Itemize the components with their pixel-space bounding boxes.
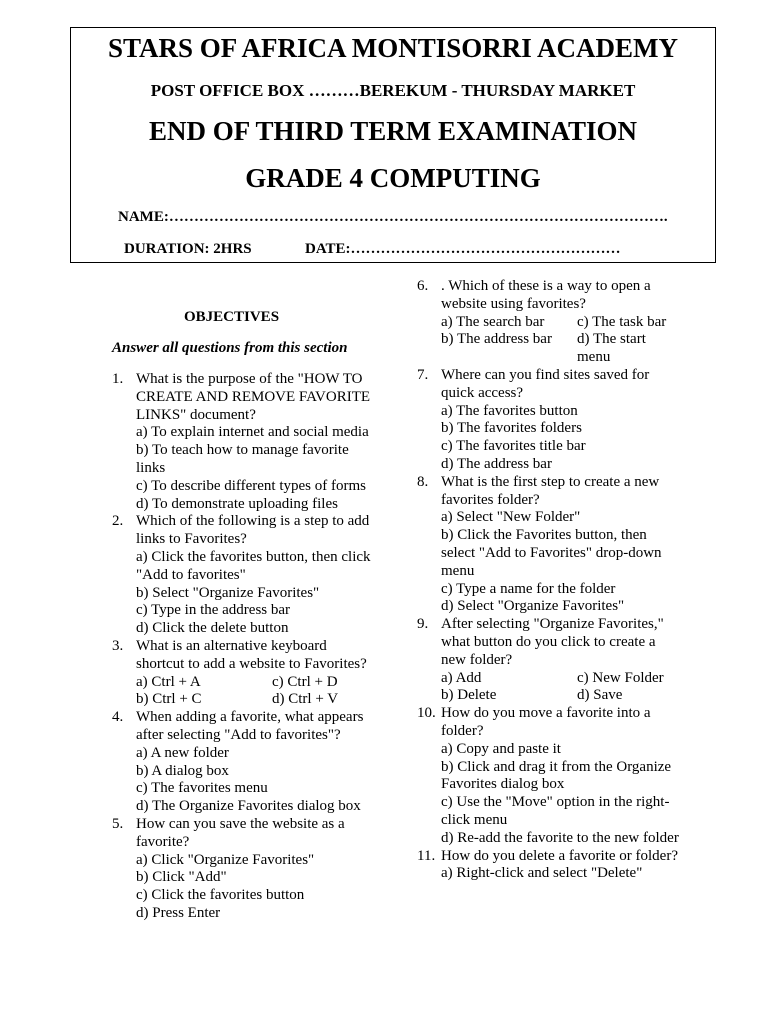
option: a) To explain internet and social media bbox=[136, 424, 369, 441]
option: c) Type a name for the folder bbox=[441, 580, 616, 597]
question-text: Where can you find sites saved for quick access? bbox=[441, 366, 650, 401]
question-number: 4. bbox=[112, 709, 124, 726]
option: b) Click the Favorites button, then select "Add to Favorites" drop-down menu bbox=[441, 527, 662, 579]
question-text: How can you save the website as a favorite? bbox=[136, 815, 345, 850]
option: a) Click "Organize Favorites" bbox=[136, 851, 315, 868]
question-column-right bbox=[417, 278, 679, 883]
option: a) The favorites button bbox=[441, 402, 578, 419]
option: a) The search bar bbox=[441, 313, 545, 330]
question-1 bbox=[112, 371, 377, 513]
option: c) Click the favorites button bbox=[136, 887, 305, 904]
option: d) The Organize Favorites dialog box bbox=[136, 798, 361, 815]
option: d) The start menu bbox=[577, 331, 646, 366]
question-text: . Which of these is a way to open a website using favorites? bbox=[441, 278, 651, 312]
question-number: 2. bbox=[112, 513, 124, 530]
question-number: 5. bbox=[112, 815, 124, 832]
question-text: After selecting "Organize Favorites," what button do you click to create a new folder? bbox=[441, 616, 664, 668]
question-number: 7. bbox=[417, 366, 429, 383]
name-field: NAME:………………………………………………………………………………………. bbox=[118, 209, 668, 225]
question-11 bbox=[417, 848, 679, 884]
question-4 bbox=[112, 709, 377, 816]
option: b) Click "Add" bbox=[136, 869, 227, 886]
option-grid bbox=[136, 674, 377, 710]
option: b) Delete bbox=[441, 687, 497, 704]
question-text: What is an alternative keyboard shortcut to add a website to Favorites? bbox=[136, 637, 367, 672]
option: c) Type in the address bar bbox=[136, 602, 291, 619]
option: c) The favorites menu bbox=[136, 780, 268, 797]
question-6 bbox=[417, 278, 679, 367]
question-text: What is the first step to create a new favorites folder? bbox=[441, 473, 660, 508]
question-number: 6. bbox=[417, 278, 429, 294]
post-office-address: POST OFFICE BOX ………BEREKUM - THURSDAY MARKET bbox=[150, 81, 636, 100]
section-instruction: Answer all questions from this section bbox=[112, 340, 348, 356]
question-2 bbox=[112, 513, 377, 638]
school-name: STARS OF AFRICA MONTISORRI ACADEMY bbox=[107, 33, 679, 63]
option: a) A new folder bbox=[136, 744, 229, 761]
option: d) Press Enter bbox=[136, 904, 221, 921]
question-text: Which of the following is a step to add links to Favorites? bbox=[136, 513, 370, 548]
duration-label: DURATION: 2HRS bbox=[124, 241, 252, 257]
option: c) The favorites title bar bbox=[441, 438, 586, 455]
option: b) To teach how to manage favorite links bbox=[136, 442, 349, 476]
option: c) Ctrl + D bbox=[272, 673, 338, 690]
question-8 bbox=[417, 474, 679, 616]
option: a) Select "New Folder" bbox=[441, 509, 581, 526]
option: b) A dialog box bbox=[136, 762, 229, 779]
option-grid bbox=[441, 314, 679, 367]
question-column-left bbox=[112, 371, 377, 923]
option: d) Re-add the favorite to the new folder bbox=[441, 829, 679, 846]
question-text: How do you move a favorite into a folder? bbox=[441, 705, 651, 739]
option: b) Select "Organize Favorites" bbox=[136, 584, 320, 601]
question-number: 11. bbox=[417, 847, 436, 864]
option: a) Click the favorites button, then click "Add to favorites" bbox=[136, 548, 371, 583]
option: a) Right-click and select "Delete" bbox=[441, 865, 643, 882]
question-number: 8. bbox=[417, 473, 429, 490]
option: c) The task bar bbox=[577, 313, 667, 330]
option: d) To demonstrate uploading files bbox=[136, 495, 338, 512]
question-5 bbox=[112, 816, 377, 923]
question-number: 1. bbox=[112, 371, 124, 387]
option-grid bbox=[441, 670, 679, 706]
exam-header bbox=[70, 27, 716, 263]
option: d) Save bbox=[577, 687, 623, 704]
option: b) Click and drag it from the Organize Favorites dialog box bbox=[441, 758, 672, 793]
question-text: When adding a favorite, what appears after selecting "Add to favorites"? bbox=[136, 709, 364, 743]
question-number: 3. bbox=[112, 637, 124, 654]
question-text: How do you delete a favorite or folder? bbox=[441, 847, 678, 864]
option: d) Select "Organize Favorites" bbox=[441, 598, 625, 615]
option: c) Use the "Move" option in the right-click menu bbox=[441, 794, 670, 828]
option: a) Add bbox=[441, 669, 482, 686]
option: b) The address bar bbox=[441, 331, 552, 348]
option: b) The favorites folders bbox=[441, 420, 582, 437]
option: b) Ctrl + C bbox=[136, 691, 202, 708]
grade-subject: GRADE 4 COMPUTING bbox=[245, 163, 541, 193]
option: d) The address bar bbox=[441, 455, 552, 472]
option: d) Ctrl + V bbox=[272, 691, 339, 708]
option: c) New Folder bbox=[577, 669, 664, 686]
option: c) To describe different types of forms bbox=[136, 477, 366, 494]
option: a) Ctrl + A bbox=[136, 673, 201, 690]
date-field: DATE:……………………………………………… bbox=[305, 241, 621, 257]
question-text: What is the purpose of the "HOW TO CREATE AND REMOVE FAVORITE LINKS" document? bbox=[136, 371, 371, 423]
option: a) Copy and paste it bbox=[441, 740, 561, 757]
question-7 bbox=[417, 367, 679, 474]
question-9 bbox=[417, 616, 679, 705]
question-10 bbox=[417, 705, 679, 847]
question-number: 9. bbox=[417, 616, 429, 633]
question-number: 10. bbox=[417, 705, 436, 722]
question-3 bbox=[112, 638, 377, 709]
option: d) Click the delete button bbox=[136, 620, 289, 637]
exam-title: END OF THIRD TERM EXAMINATION bbox=[148, 116, 638, 146]
section-title: OBJECTIVES bbox=[184, 309, 280, 325]
